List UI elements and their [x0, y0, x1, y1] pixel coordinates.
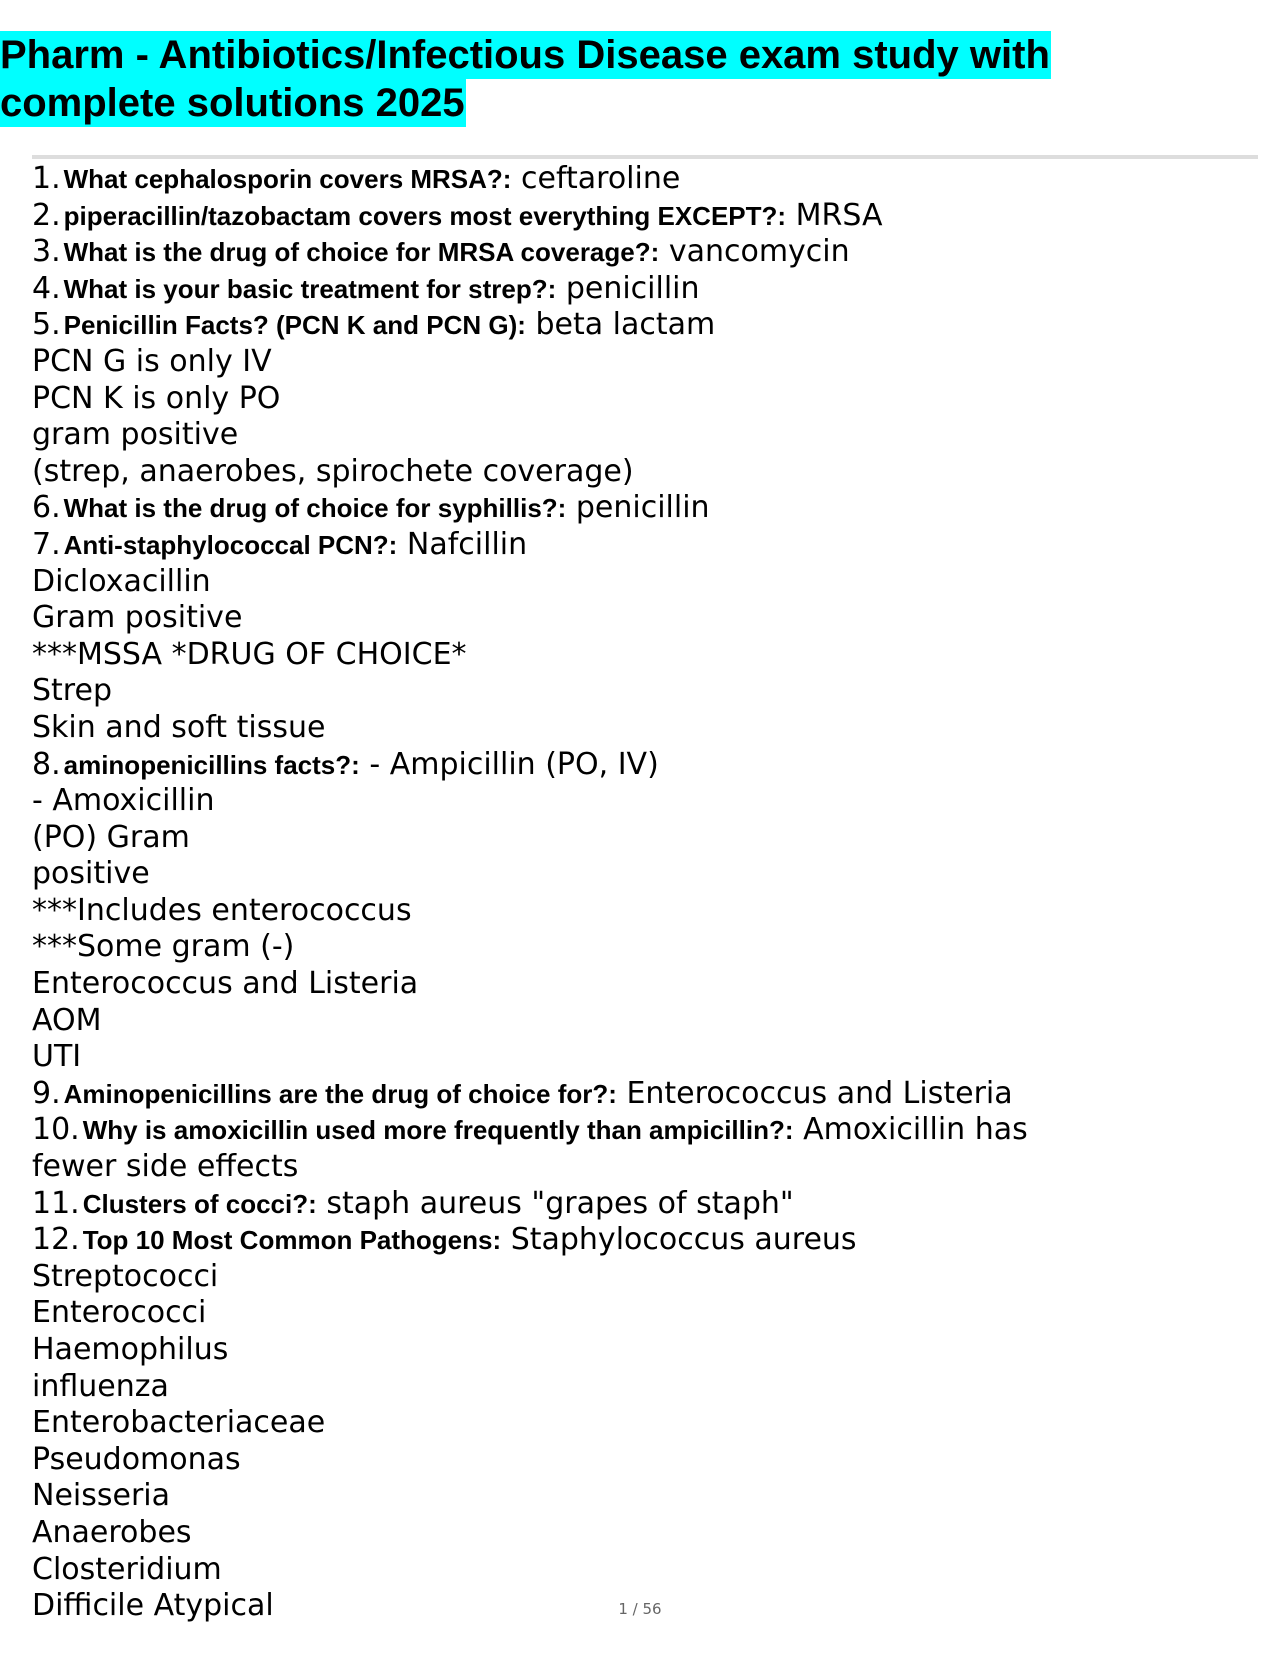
question-text: aminopenicillins facts?: [63, 749, 360, 780]
item-number: 4. [32, 270, 61, 306]
item-number: 9. [32, 1075, 61, 1111]
answer-continuation: PCN K is only PO [32, 380, 281, 416]
answer-continuation: Enterobacteriaceae [32, 1405, 326, 1441]
answer-text: MRSA [795, 197, 883, 233]
answer-text: vancomycin [668, 234, 850, 270]
answer-continuation: gram positive [32, 417, 239, 453]
item-number: 2. [32, 197, 61, 233]
answer-continuation: Enterococcus and Listeria [32, 966, 419, 1002]
item-number: 8. [32, 746, 61, 782]
item-number: 11. [32, 1185, 80, 1221]
answer-text: Amoxicillin has [803, 1112, 1028, 1148]
answer-continuation: - Amoxicillin [32, 783, 215, 819]
answer-continuation: Gram positive [32, 600, 243, 636]
qa-list [32, 161, 1252, 1625]
question-text: Aminopenicillins are the drug of choice for?: [63, 1078, 617, 1109]
answer-continuation: (strep, anaerobes, spirochete coverage) [32, 453, 634, 489]
question-text: What is your basic treatment for strep?: [63, 273, 557, 304]
item-number: 7. [32, 526, 61, 562]
answer-continuation: UTI [32, 1039, 82, 1075]
question-text: Top 10 Most Common Pathogens: [82, 1225, 502, 1256]
item-number: 10. [32, 1112, 80, 1148]
title-divider [32, 155, 1258, 159]
answer-text: penicillin [565, 270, 700, 306]
item-number: 6. [32, 490, 61, 526]
answer-text: Enterococcus and Listeria [626, 1075, 1013, 1111]
question-text: What is the drug of choice for syphillis?: [63, 493, 567, 524]
answer-continuation: ***Includes enterococcus [32, 892, 412, 928]
answer-text: - Ampicillin (PO, IV) [369, 746, 659, 782]
answer-text: ceftaroline [521, 161, 681, 196]
answer-continuation: fewer side effects [32, 1149, 299, 1185]
answer-continuation: ***Some gram (-) [32, 929, 295, 965]
item-number: 1. [32, 161, 61, 196]
answer-continuation: positive [32, 856, 150, 892]
qa-item [32, 1222, 1252, 1259]
question-text: Clusters of cocci?: [82, 1188, 317, 1219]
qa-item [32, 234, 1252, 271]
answer-continuation: Streptococci [32, 1258, 219, 1294]
qa-item [32, 198, 1252, 235]
question-text: Why is amoxicillin used more frequently than ampicillin?: [82, 1115, 794, 1146]
answer-continuation: Haemophilus [32, 1332, 229, 1367]
answer-continuation: Strep [32, 673, 112, 709]
answer-text: staph aureus "grapes of staph" [326, 1185, 794, 1221]
answer-continuation: Dicloxacillin [32, 563, 211, 599]
title-line-1: Pharm - Antibiotics/Infectious Disease exam study with [0, 33, 1050, 77]
answer-continuation: Difficile Atypical [32, 1588, 274, 1624]
answer-continuation: influenza [32, 1368, 169, 1404]
qa-item [32, 307, 1252, 344]
answer-continuation: AOM [32, 1002, 102, 1038]
page-number: 1 / 56 [618, 1600, 662, 1618]
answer-continuation: Enterococci [32, 1295, 207, 1331]
question-text: What is the drug of choice for MRSA coverage?: [63, 237, 660, 268]
answer-text: beta lactam [535, 307, 716, 343]
question-text: What cephalosporin covers MRSA?: [63, 164, 512, 194]
qa-item [32, 747, 1252, 784]
item-number: 3. [32, 234, 61, 270]
qa-item [32, 490, 1252, 527]
answer-continuation: Skin and soft tissue [32, 709, 326, 745]
answer-continuation: Pseudomonas [32, 1441, 241, 1477]
qa-item [32, 527, 1252, 564]
document-title [0, 31, 1110, 127]
qa-item [32, 1112, 1252, 1149]
answer-continuation: PCN G is only IV [32, 343, 272, 379]
answer-text: penicillin [575, 490, 710, 526]
title-line-2: complete solutions 2025 [0, 81, 465, 125]
question-text: Anti-staphylococcal PCN?: [63, 529, 398, 560]
qa-item [32, 161, 1252, 198]
answer-continuation: ***MSSA *DRUG OF CHOICE* [32, 636, 467, 672]
qa-item [32, 1076, 1252, 1113]
answer-continuation: Closteridium [32, 1551, 222, 1587]
item-number: 12. [32, 1222, 80, 1258]
question-text: piperacillin/tazobactam covers most everything EXCEPT?: [63, 200, 787, 231]
qa-item [32, 1186, 1252, 1223]
answer-continuation: Anaerobes [32, 1514, 192, 1550]
answer-text: Staphylococcus aureus [510, 1222, 857, 1258]
answer-text: Nafcillin [406, 526, 528, 562]
answer-continuation: Neisseria [32, 1478, 171, 1514]
answer-continuation: (PO) Gram [32, 819, 190, 855]
qa-item [32, 271, 1252, 308]
question-text: Penicillin Facts? (PCN K and PCN G): [63, 310, 526, 341]
item-number: 5. [32, 307, 61, 343]
